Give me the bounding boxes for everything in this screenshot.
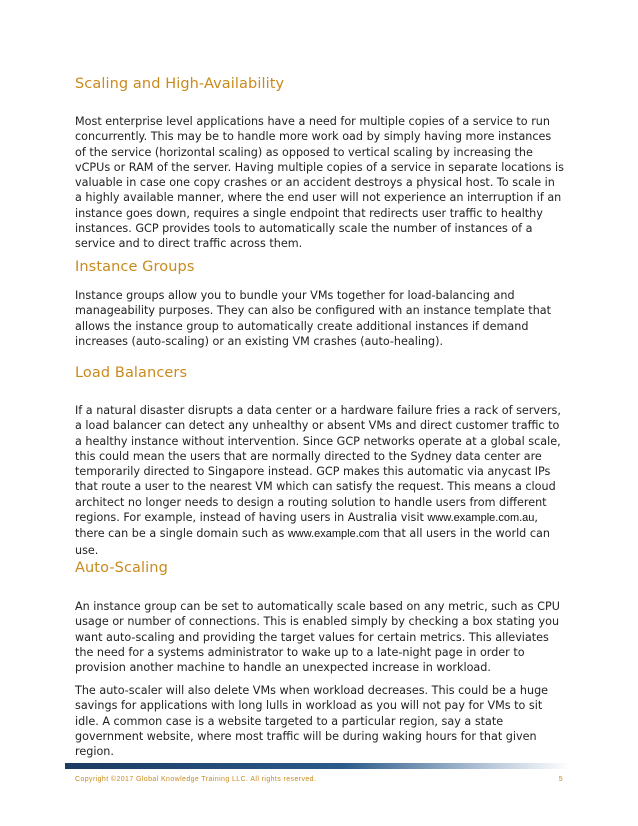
paragraph-load-balancers-text: If a natural disaster disrupts a data center or a hardware failure fries a rack of servers, a load balancer can detect any unhealthy or absent VMs and direct customer traffic to a healthy instance without intervention. Since GCP networks operate at a global scale, this could mean the users that are normally directed to the Sydney data center are temporarily directed to Singapore instead. GCP makes this automatic via anycast IPs that route a user to the nearest VM which can satisfy the request. This means a cloud architect no longer needs to design a routing solution to handle users from different regions. For example, instead of having users in Australia visit xyxy=(75,404,561,525)
url-example-com-au: www.example.com.au xyxy=(427,512,535,525)
paragraph-auto-scaling-2: The auto-scaler will also delete VMs when workload decreases. This could be a huge savings for applications with long lulls in workload as you will not pay for VMs to sit idle. A common case is a website targeted to a particular region, say a state government website, where most traffic will be during waking hours for that given region. xyxy=(75,684,549,759)
page-number: 5 xyxy=(558,776,563,783)
footer-copyright: Copyright ©2017 Global Knowledge Training LLC. All rights reserved. xyxy=(75,776,317,783)
paragraph-load-balancers-mid: , there can be a single domain such as xyxy=(75,511,538,541)
paragraph-load-balancers xyxy=(75,403,565,558)
paragraph-instance-groups: Instance groups allow you to bundle your VMs together for load-balancing and manageability purposes. They can also be configured with an instance template that allows the instance group to automatically create additional instances if demand increases (auto-scaling) or an existing VM crashes (auto-healing). xyxy=(75,289,552,348)
section-heading-instance-groups: Instance Groups xyxy=(75,259,195,275)
footer-rule xyxy=(65,763,570,769)
paragraph-load-balancers-end: that all users in the world can use. xyxy=(75,527,550,557)
paragraph-scaling: Most enterprise level applications have a need for multiple copies of a service to run concurrently. This may be to handle more work oad by simply having more instances of the service (horizontal scaling) as opposed to vertical scaling by increasing the vCPUs or RAM of the server. Having multiple copies of a service in separate locations is valuable in case one copy crashes or an accident destroys a physical host. To scale in a highly available manner, where the end user will not experience an interruption if an instance goes down, requires a single endpoint that redirects user traffic to healthy instances. GCP provides tools to automatically scale the number of instances of a service and to direct traffic across them. xyxy=(75,115,564,251)
section-heading-auto-scaling: Auto-Scaling xyxy=(75,560,168,576)
section-heading-scaling: Scaling and High-Availability xyxy=(75,76,285,92)
section-heading-load-balancers: Load Balancers xyxy=(75,365,188,381)
paragraph-auto-scaling-1: An instance group can be set to automatically scale based on any metric, such as CPU usage or number of connections. This is enabled simply by checking a box stating you want auto-scaling and providing the target values for certain metrics. This alleviates the need for a systems administrator to wake up to a late-night page in order to provision another machine to handle an unexpected increase in workload. xyxy=(75,600,560,675)
url-example-com: www.example.com xyxy=(287,528,380,541)
